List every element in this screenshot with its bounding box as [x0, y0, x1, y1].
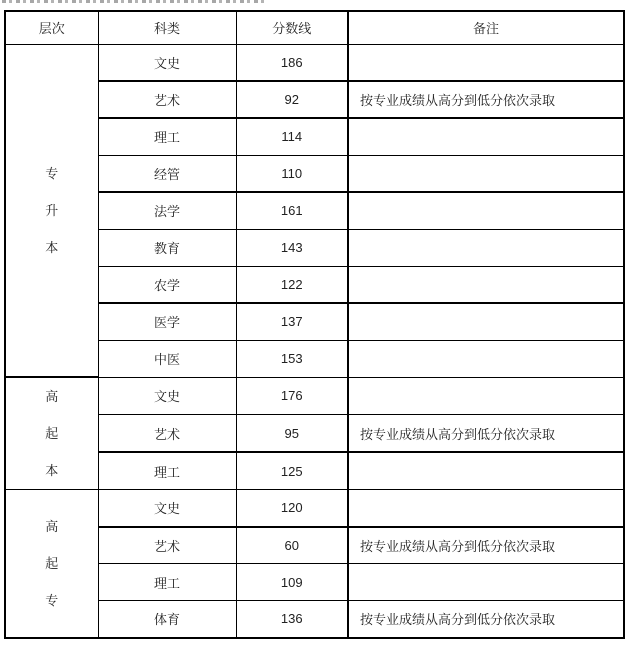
remark-cell: [348, 490, 624, 527]
remark-cell: [348, 377, 624, 415]
level-char: 本: [45, 463, 59, 478]
table-row: [5, 415, 624, 453]
level-char: 起: [45, 555, 59, 571]
score-cell: 176: [236, 377, 348, 415]
score-line-table: [4, 10, 625, 639]
subject-cell: 经管: [98, 155, 236, 192]
table-row: [5, 490, 624, 527]
level-char: 起: [45, 426, 59, 441]
remark-cell: [348, 44, 624, 81]
remark-cell: 按专业成绩从高分到低分依次录取: [348, 601, 624, 638]
remark-cell: [348, 118, 624, 155]
remark-cell: [348, 340, 624, 377]
subject-cell: 艺术: [98, 415, 236, 453]
subject-cell: 艺术: [98, 527, 236, 564]
remark-cell: [348, 155, 624, 192]
header-score: 分数线: [236, 11, 348, 44]
score-cell: 136: [236, 601, 348, 638]
score-cell: 110: [236, 155, 348, 192]
score-cell: 109: [236, 564, 348, 601]
table-row: [5, 266, 624, 303]
score-cell: 161: [236, 192, 348, 229]
level-char: 高: [45, 518, 59, 534]
remark-cell: [348, 564, 624, 601]
level-char: 升: [45, 202, 59, 218]
subject-cell: 文史: [98, 44, 236, 81]
remark-cell: 按专业成绩从高分到低分依次录取: [348, 415, 624, 453]
table-row: [5, 44, 624, 81]
remark-cell: 按专业成绩从高分到低分依次录取: [348, 81, 624, 118]
table-header-row: [5, 11, 624, 44]
remark-cell: 按专业成绩从高分到低分依次录取: [348, 527, 624, 564]
score-cell: 143: [236, 229, 348, 266]
level-cell: [5, 377, 98, 490]
score-cell: 114: [236, 118, 348, 155]
table-row: [5, 377, 624, 415]
table-row: [5, 155, 624, 192]
level-char: 专: [45, 165, 59, 181]
level-char: 高: [45, 389, 59, 404]
score-cell: 120: [236, 490, 348, 527]
table-row: [5, 118, 624, 155]
cropped-text-fragment: [2, 0, 264, 3]
table-row: [5, 452, 624, 490]
subject-cell: 艺术: [98, 81, 236, 118]
subject-cell: 体育: [98, 601, 236, 638]
score-cell: 60: [236, 527, 348, 564]
remark-cell: [348, 303, 624, 340]
header-remark: 备注: [348, 11, 624, 44]
level-cell: [5, 490, 98, 638]
subject-cell: 农学: [98, 266, 236, 303]
table-row: [5, 564, 624, 601]
subject-cell: 医学: [98, 303, 236, 340]
level-char: 本: [45, 239, 59, 255]
header-subject: 科类: [98, 11, 236, 44]
score-cell: 137: [236, 303, 348, 340]
remark-cell: [348, 192, 624, 229]
subject-cell: 中医: [98, 340, 236, 377]
subject-cell: 文史: [98, 377, 236, 415]
subject-cell: 法学: [98, 192, 236, 229]
level-cell: [5, 44, 98, 377]
table-row: [5, 192, 624, 229]
table-row: [5, 340, 624, 377]
score-cell: 122: [236, 266, 348, 303]
table-row: [5, 229, 624, 266]
level-char: 专: [45, 592, 59, 608]
subject-cell: 教育: [98, 229, 236, 266]
subject-cell: 理工: [98, 118, 236, 155]
score-table-body: [5, 44, 624, 638]
remark-cell: [348, 229, 624, 266]
table-row: [5, 81, 624, 118]
score-cell: 95: [236, 415, 348, 453]
score-cell: 92: [236, 81, 348, 118]
table-row: [5, 527, 624, 564]
score-cell: 186: [236, 44, 348, 81]
score-cell: 153: [236, 340, 348, 377]
subject-cell: 理工: [98, 452, 236, 490]
score-cell: 125: [236, 452, 348, 490]
subject-cell: 理工: [98, 564, 236, 601]
remark-cell: [348, 452, 624, 490]
remark-cell: [348, 266, 624, 303]
table-row: [5, 303, 624, 340]
header-level: 层次: [5, 11, 98, 44]
subject-cell: 文史: [98, 490, 236, 527]
table-row: [5, 601, 624, 638]
